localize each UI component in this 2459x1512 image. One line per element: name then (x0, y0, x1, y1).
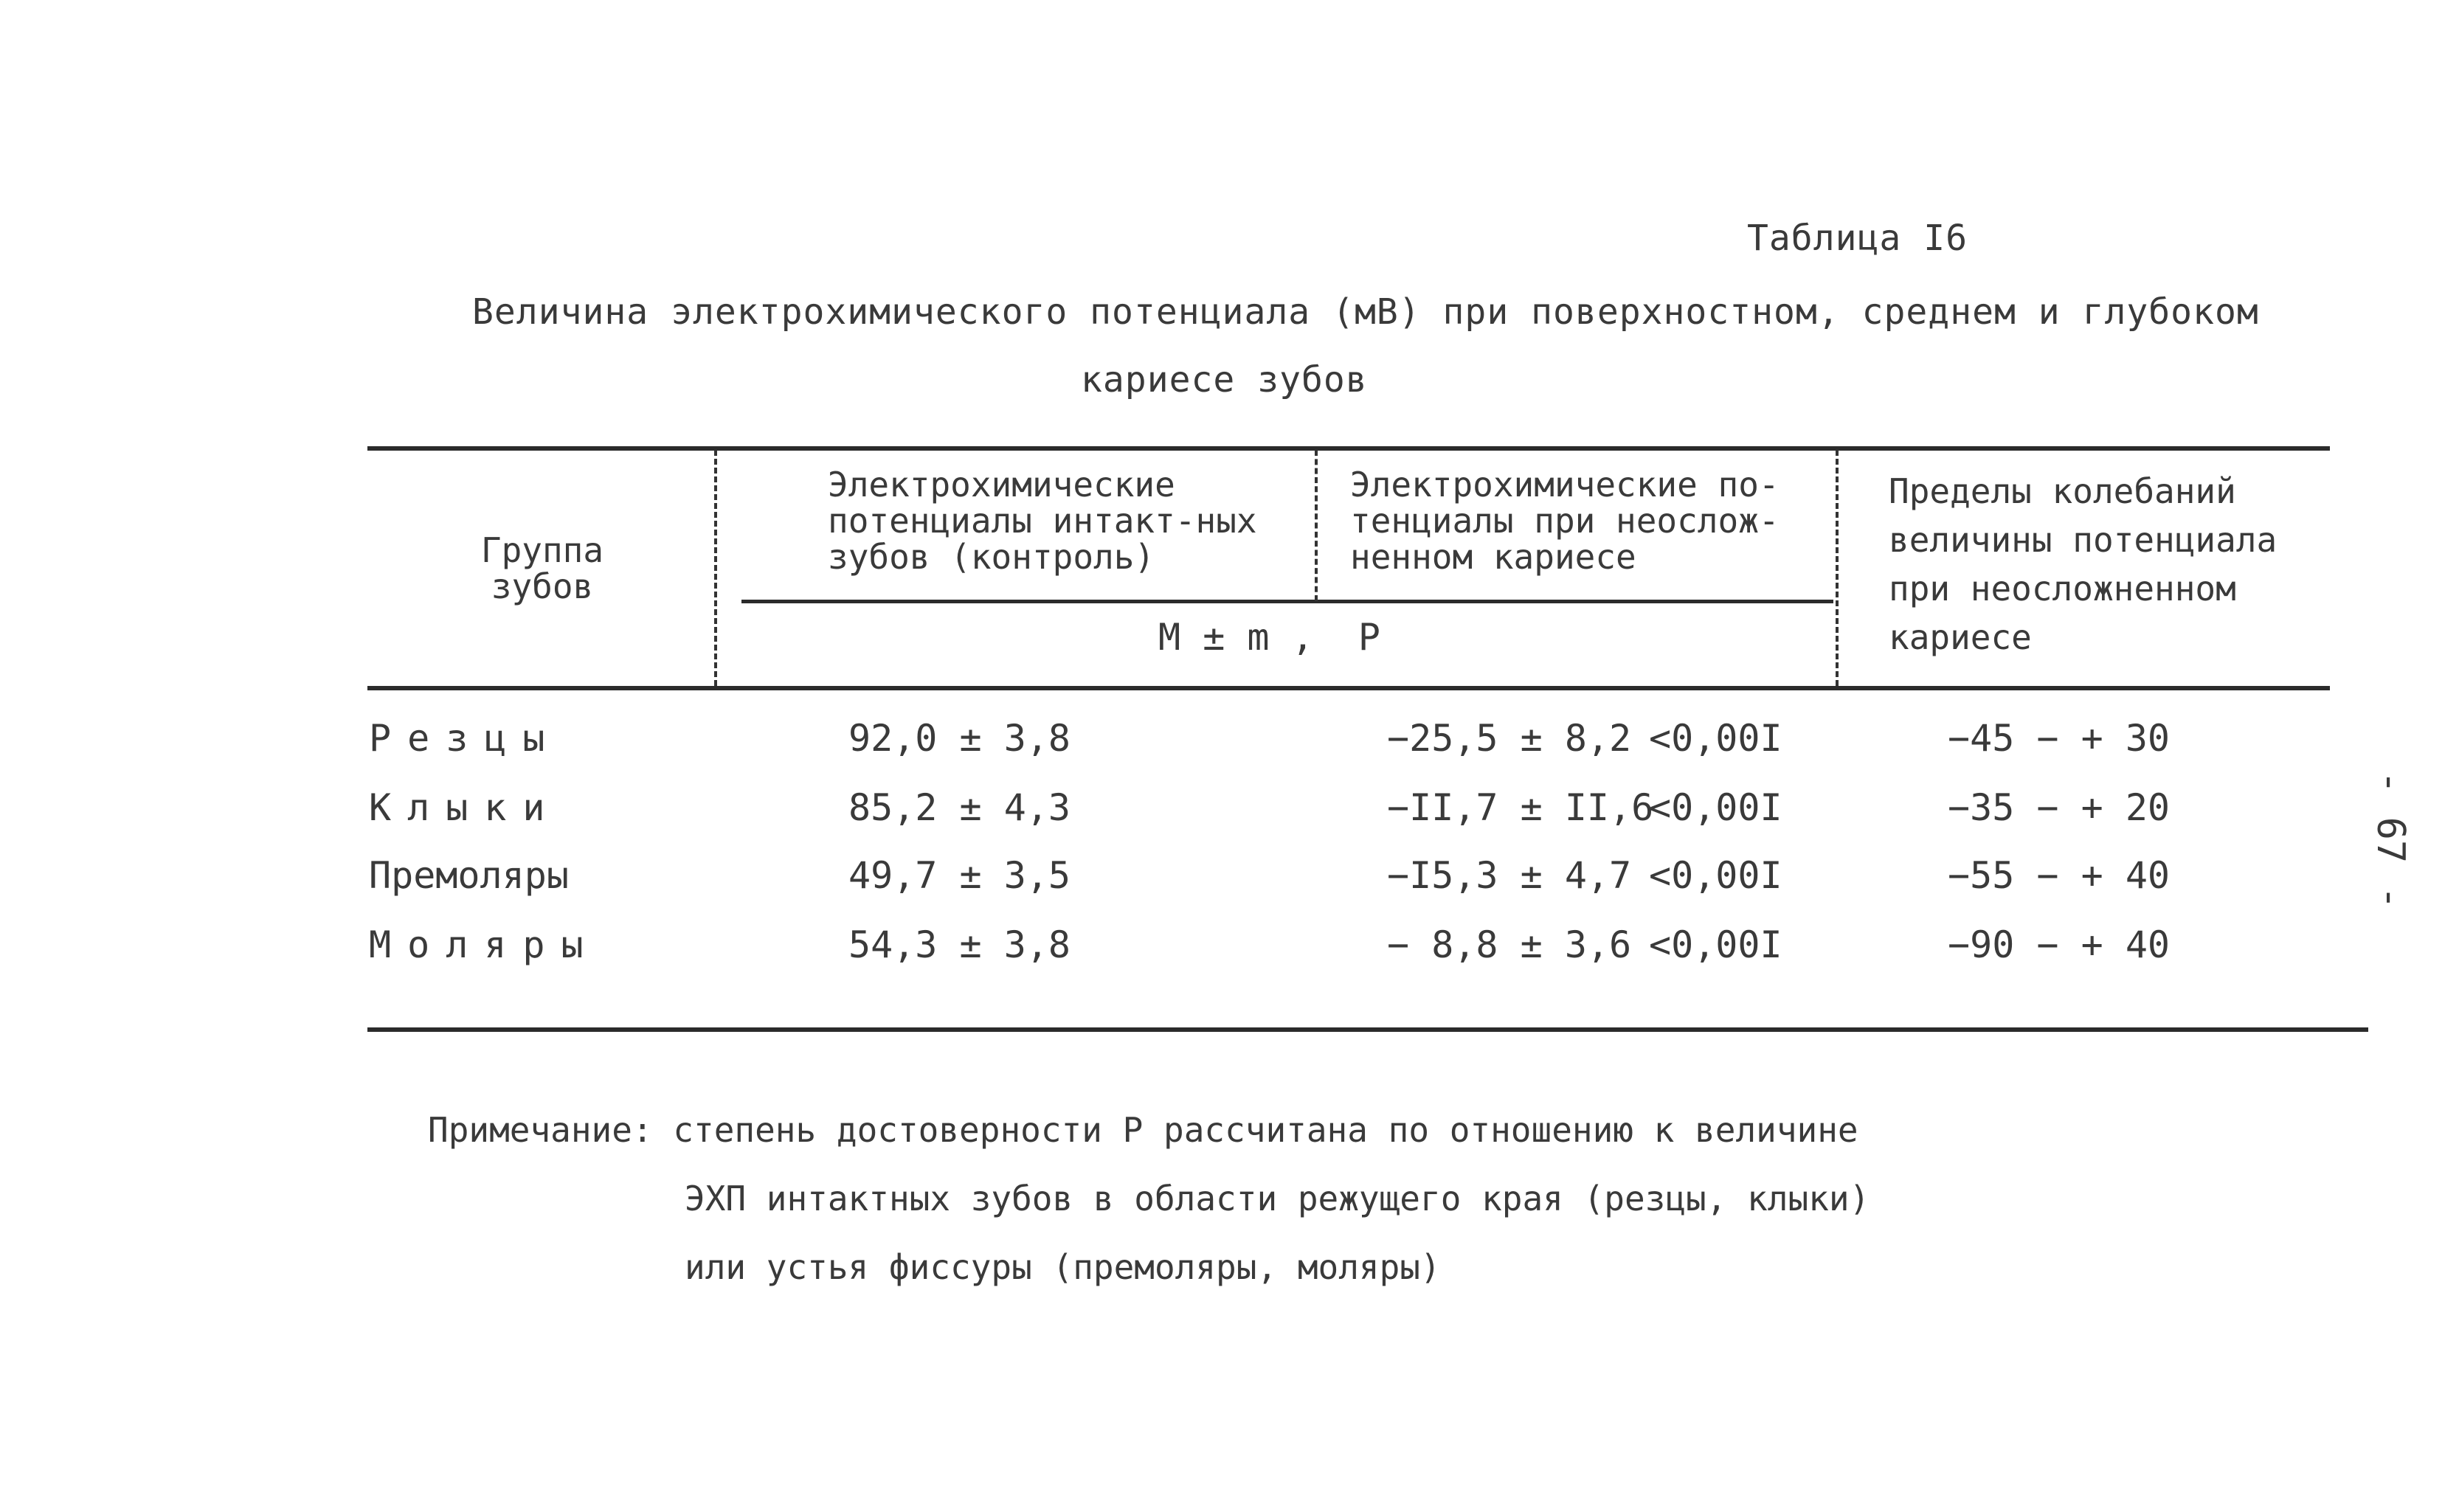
table-bottom-rule (367, 1027, 2368, 1032)
header-limits: Пределы колебаний величины потенциала при неосложненном кариесе (1889, 471, 2278, 657)
header-intact: Электрохимические потенциалы интакт-ных зубов (контроль) (828, 465, 1257, 577)
table-top-rule (367, 446, 2330, 451)
page-number: - 67 - (2368, 771, 2413, 909)
row-group: Премоляры (369, 854, 569, 897)
header-sub-stats: М ± m , Р (1158, 616, 1381, 659)
row-limits-value: −45 − + 30 (1948, 717, 2171, 760)
row-intact-value: 92,0 ± 3,8 (848, 717, 1071, 760)
header-group: Группа зубов (480, 530, 604, 606)
row-group: Резцы (369, 717, 561, 760)
table-title-line2: кариесе зубов (1081, 359, 1368, 400)
row-p-value: <0,00I (1649, 717, 1782, 760)
column-separator-3 (1836, 450, 1839, 686)
row-limits-value: −90 − + 40 (1948, 923, 2171, 966)
row-p-value: <0,00I (1649, 786, 1782, 829)
row-group: Клыки (369, 786, 561, 829)
row-caries-value: −25,5 ± 8,2 (1387, 717, 1632, 760)
header-mid-rule (741, 600, 1833, 603)
row-caries-value: − 8,8 ± 3,6 (1387, 923, 1632, 966)
row-p-value: <0,00I (1649, 854, 1782, 897)
table-title-line1: Величина электрохимического потенциала (мВ) при поверхностном, среднем и глубоком (472, 291, 2259, 333)
row-caries-value: −I5,3 ± 4,7 (1387, 854, 1632, 897)
row-caries-value: −II,7 ± II,6 (1387, 786, 1654, 829)
row-limits-value: −35 − + 20 (1948, 786, 2171, 829)
note-line2: ЭХП интактных зубов в области режущего края (резцы, клыки) (685, 1179, 1870, 1218)
row-limits-value: −55 − + 40 (1948, 854, 2171, 897)
row-intact-value: 85,2 ± 4,3 (848, 786, 1071, 829)
row-p-value: <0,00I (1649, 923, 1782, 966)
header-bottom-rule (367, 686, 2330, 690)
header-caries: Электрохимические по-тенциалы при неослож-ненном кариесе (1350, 465, 1780, 577)
column-separator-1 (714, 450, 717, 686)
row-group: Моляры (369, 923, 600, 966)
row-intact-value: 49,7 ± 3,5 (848, 854, 1071, 897)
row-intact-value: 54,3 ± 3,8 (848, 923, 1071, 966)
table-label: Таблица I6 (1747, 218, 1968, 259)
note-line1: Примечание: степень достоверности Р рассчитана по отношению к величине (428, 1110, 1858, 1150)
note-line3: или устья фиссуры (премоляры, моляры) (685, 1247, 1441, 1287)
column-separator-2 (1315, 450, 1318, 601)
